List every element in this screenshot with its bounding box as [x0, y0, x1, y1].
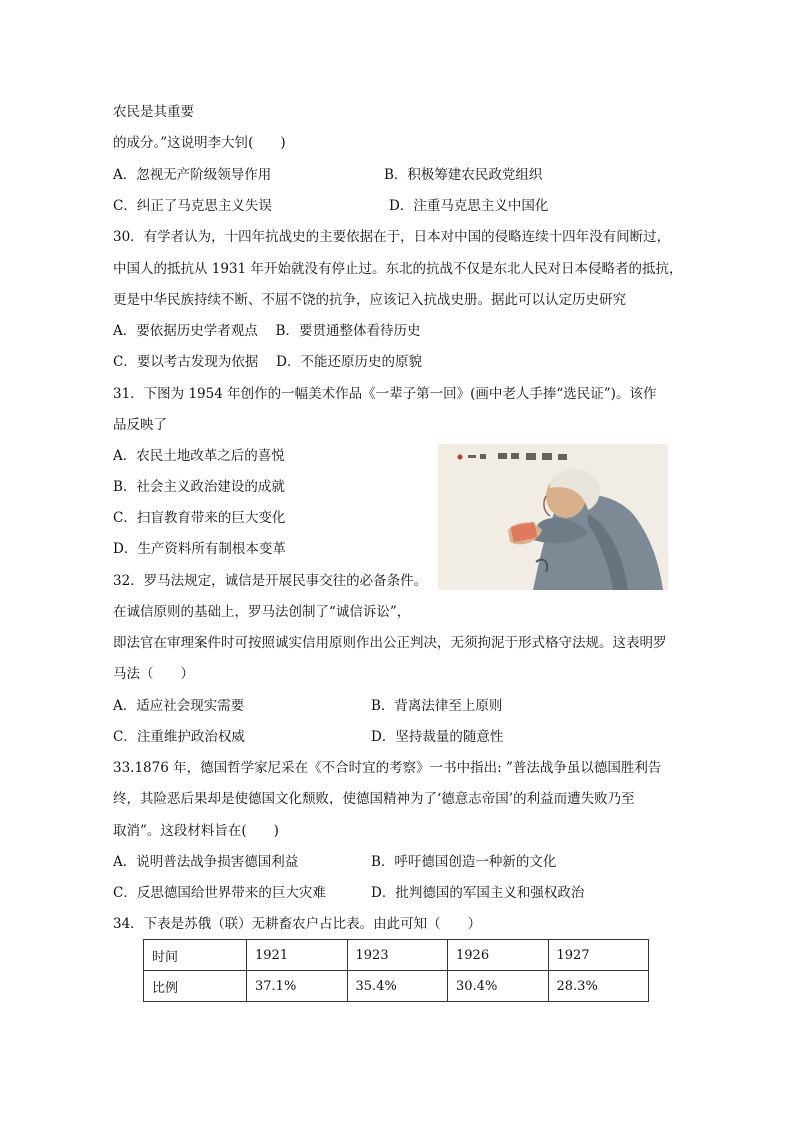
q30-options-cd: C．要以考古发现为依据 D．不能还原历史的原貌: [113, 354, 422, 370]
table-cell: 1926: [448, 940, 549, 971]
table-cell: 28.3%: [548, 971, 649, 1002]
q31-option-d: D．生产资料所有制根本变革: [113, 541, 286, 557]
q32-option-b: B．背离法律至上原则: [371, 698, 503, 714]
continuation-line-2: 的成分。”这说明李大钊( ): [113, 135, 286, 151]
q34-data-table: [143, 939, 649, 1002]
q33-stem-line-2: 终，其险恶后果却是使德国文化颓败，使德国精神为了‘德意志帝国’的利益而遭失败乃至: [113, 791, 635, 807]
q30-stem-line-2: 中国人的抵抗从 1931 年开始就没有停止过。东北的抗战不仅是东北人民对日本侵略者的抵抗，: [113, 261, 683, 277]
q32-option-a: A．适应社会现实需要: [113, 698, 245, 714]
table-cell: 30.4%: [448, 971, 549, 1002]
table-cell: 35.4%: [347, 971, 448, 1002]
q31-option-b: B．社会主义政治建设的成就: [113, 479, 285, 495]
q32-stem-line-2: 在诚信原则的基础上，罗马法创制了“诚信诉讼”，: [113, 604, 411, 620]
table-row: [144, 971, 649, 1002]
q33-option-c: C．反思德国给世界带来的巨大灾难: [113, 885, 326, 901]
q32-option-c: C．注重维护政治权威: [113, 729, 245, 745]
q32-option-d: D．坚持裁量的随意性: [371, 729, 504, 745]
painting-image: [438, 444, 668, 590]
prev-option-d: D．注重马克思主义中国化: [389, 198, 549, 214]
table-cell: 1923: [347, 940, 448, 971]
q30-stem-line-3: 更是中华民族持续不断、不屈不饶的抗争，应该记入抗战史册。据此可以认定历史研究: [113, 292, 626, 308]
q32-stem-line-3: 即法官在审理案件时可按照诚实信用原则作出公正判决，无须拘泥于形式格守法规。这表明罗: [113, 635, 667, 651]
painting-seal: [458, 455, 463, 460]
q33-option-b: B．呼吁德国创造一种新的文化: [371, 854, 557, 870]
q33-stem-line-1: 33.1876 年，德国哲学家尼采在《不合时宜的考察》一书中指出: ”普法战争虽以德国胜利告: [113, 760, 662, 776]
table-cell: 比例: [144, 971, 247, 1002]
q33-stem-line-3: 取消”。这段材料旨在( ): [113, 823, 279, 839]
q31-option-c: C．扫盲教育带来的巨大变化: [113, 510, 286, 526]
table-row: [144, 940, 649, 971]
prev-option-a: A．忽视无产阶级领导作用: [113, 167, 272, 183]
table-cell: 1927: [548, 940, 649, 971]
table-cell: 时间: [144, 940, 247, 971]
table-cell: 37.1%: [247, 971, 348, 1002]
continuation-line-1: 农民是其重要: [113, 104, 194, 120]
prev-option-b: B．积极筹建农民政党组织: [384, 167, 543, 183]
q31-stem-line-2: 品反映了: [113, 417, 167, 433]
painting-figure: [438, 444, 668, 590]
prev-option-c: C．纠正了马克思主义失误: [113, 198, 272, 214]
q32-stem-line-1: 32．罗马法规定，诚信是开展民事交往的必备条件。: [113, 573, 428, 589]
q33-option-a: A．说明普法战争损害德国利益: [113, 854, 299, 870]
table-cell: 1921: [247, 940, 348, 971]
q31-stem-line-1: 31．下图为 1954 年创作的一幅美术作品《一辈子第一回》(画中老人手捧“选民证”)。该作: [113, 386, 657, 402]
q30-stem-line-1: 30．有学者认为，十四年抗战史的主要依据在于，日本对中国的侵略连续十四年没有间断过，: [113, 229, 671, 245]
q34-stem-line-1: 34．下表是苏俄（联）无耕畜农户占比表。由此可知（ ）: [113, 916, 482, 932]
q31-option-a: A．农民土地改革之后的喜悦: [113, 448, 285, 464]
q33-option-d: D．批判德国的军国主义和强权政治: [371, 885, 585, 901]
q30-options-ab: A．要依据历史学者观点 B．要贯通整体看待历史: [113, 323, 421, 339]
q32-stem-line-4: 马法（ ）: [113, 666, 194, 682]
